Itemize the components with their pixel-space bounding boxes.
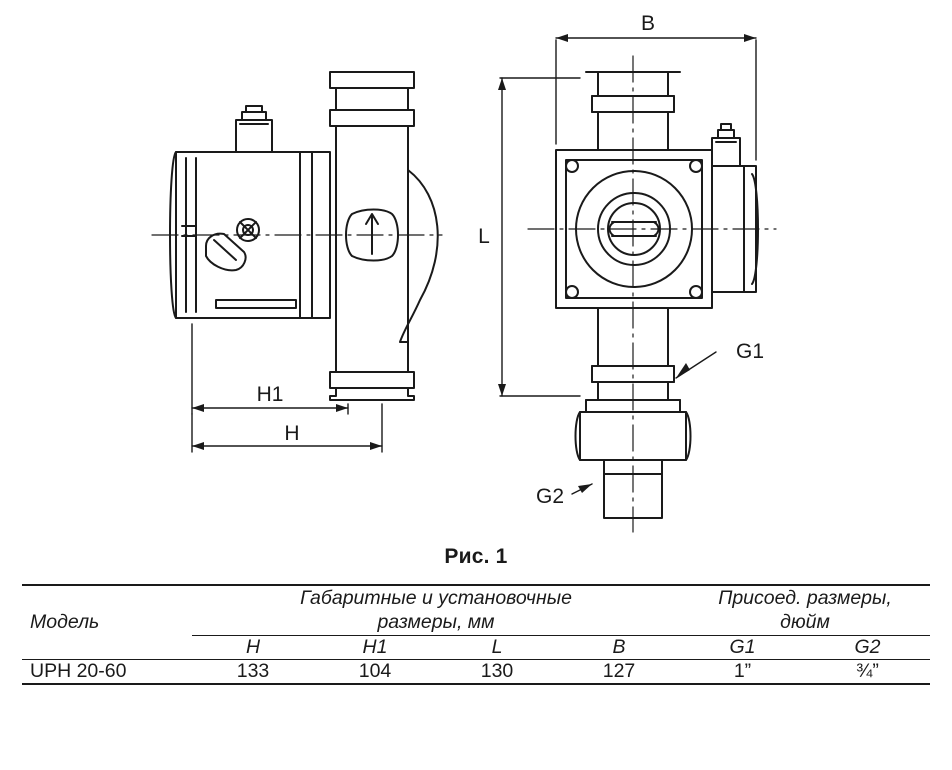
dimension-l bbox=[498, 78, 580, 396]
header-col-b: B bbox=[612, 635, 626, 658]
cell-h1: 104 bbox=[314, 659, 436, 684]
cell-model: UPH 20-60 bbox=[22, 659, 192, 684]
header-group-dimensions-line1: Габаритные и установочные bbox=[300, 587, 572, 609]
header-group-connection-line1: Присоед. размеры, bbox=[718, 587, 892, 609]
header-model: Модель bbox=[22, 585, 192, 659]
leader-g2 bbox=[572, 484, 592, 494]
table-header-groups bbox=[22, 585, 930, 635]
cell-b: 127 bbox=[558, 659, 680, 684]
cell-l: 130 bbox=[436, 659, 558, 684]
cell-g1: 1” bbox=[680, 659, 805, 684]
label-g2: G2 bbox=[535, 485, 564, 508]
table-row bbox=[22, 659, 930, 684]
header-col-g1: G1 bbox=[729, 635, 756, 658]
header-col-h: H bbox=[245, 635, 261, 658]
header-col-l: L bbox=[491, 635, 503, 658]
header-col-h1: H1 bbox=[362, 635, 388, 658]
right-front-view bbox=[498, 34, 776, 532]
header-group-dimensions bbox=[192, 585, 680, 635]
figure-caption: Рис. 1 bbox=[444, 545, 508, 568]
cell-g2: ¾” bbox=[805, 659, 930, 684]
header-group-connection-line2: дюйм bbox=[780, 611, 830, 634]
header-col-g2: G2 bbox=[854, 635, 881, 658]
header-group-dimensions-line2: размеры, мм bbox=[377, 611, 495, 634]
specifications-table-wrapper bbox=[22, 584, 930, 685]
label-h: H bbox=[284, 422, 300, 445]
label-b: B bbox=[640, 12, 656, 35]
left-side-view bbox=[152, 72, 442, 452]
label-g1: G1 bbox=[736, 340, 765, 363]
cell-h: 133 bbox=[192, 659, 314, 684]
leader-g1 bbox=[676, 352, 716, 378]
label-l: L bbox=[478, 225, 490, 248]
label-h1: H1 bbox=[256, 383, 284, 406]
specifications-table bbox=[22, 584, 930, 685]
header-group-connection bbox=[680, 585, 930, 635]
